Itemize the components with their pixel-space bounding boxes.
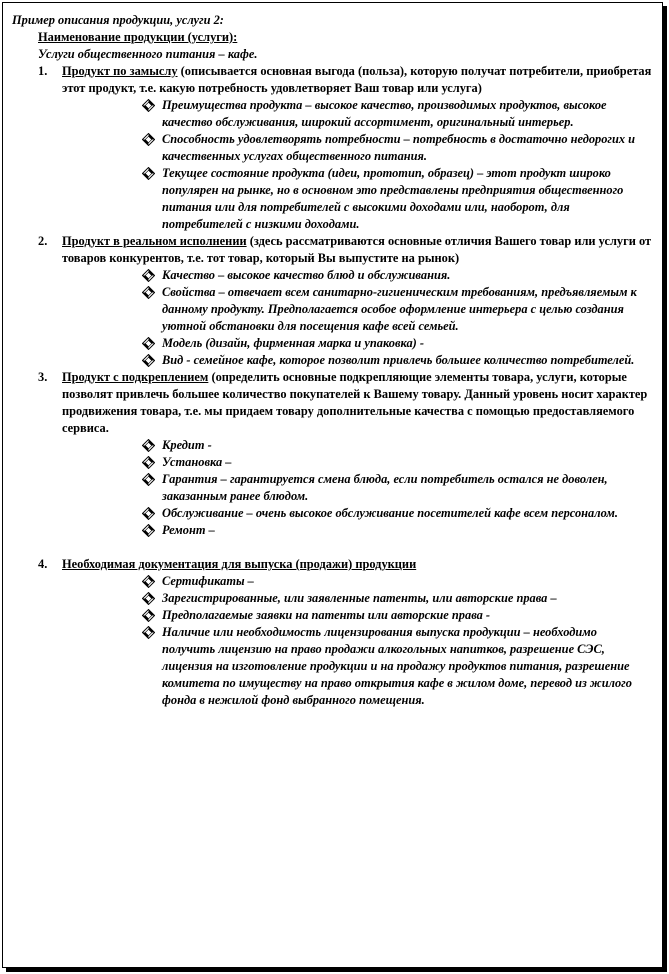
product-name-heading: Наименование продукции (услуги): [38, 30, 238, 44]
diamond-bullet-icon [142, 592, 155, 605]
bullet-list [62, 573, 652, 709]
item-description: (определить основные подкрепляющие элементы товара, услуги, которые позволят привлечь большее количество покупателей к Вашему товару. Данный уровень носит характер продвижения товара, т.е. мы придаем товару дополнительные качества с помощью предоставляемого сервиса. [62, 370, 648, 435]
bullet-text: Кредит - [162, 438, 212, 452]
bullet-list [62, 267, 652, 369]
item-description: (описывается основная выгода (польза), которую получат потребители, приобретая этот продукт, т.е. какую потребность удовлетворяет Ваш товар или услуга) [62, 64, 652, 95]
blank-line [12, 539, 652, 556]
bullet-item [62, 131, 652, 165]
diamond-bullet-icon [142, 99, 155, 112]
bullet-item [62, 590, 652, 607]
diamond-bullet-icon [142, 167, 155, 180]
diamond-bullet-icon [142, 133, 155, 146]
diamond-bullet-icon [142, 609, 155, 622]
section-list [12, 63, 652, 709]
bullet-text: Свойства – отвечает всем санитарно-гигиеническим требованиям, предъявляемым к данному продукту. Предполагается особое оформление интерьера с целью создания уютной обстановки для посещения кафе всей семьей. [162, 285, 637, 333]
bullet-text: Ремонт – [162, 523, 215, 537]
diamond-bullet-icon [142, 575, 155, 588]
bullet-item [62, 437, 652, 454]
page-title: Пример описания продукции, услуги 2: [12, 13, 224, 27]
bullet-item [62, 352, 652, 369]
bullet-item [62, 335, 652, 352]
bullet-list [62, 437, 652, 539]
bullet-item [62, 624, 652, 709]
bullet-text: Способность удовлетворять потребности – потребность в достаточно недорогих и качественных услугах общественного питания. [162, 132, 636, 163]
diamond-bullet-icon [142, 507, 155, 520]
product-name-value: Услуги общественного питания – кафе. [38, 47, 258, 61]
bullet-text: Вид - семейное кафе, которое позволит привлечь большее количество потребителей. [162, 353, 635, 367]
item-title: Продукт по замыслу [62, 64, 178, 78]
bullet-text: Наличие или необходимость лицензирования выпуска продукции – необходимо получить лицензию на право продажи алкогольных напитков, разрешение СЭС, лицензия на изготовление продукции и на продажу продуктов питания, разрешение комитета по имуществу на право открытия кафе в жилом доме, перевод из жилого фонда в нежилой фонд выбранного помещения. [162, 625, 632, 707]
list-item [12, 369, 652, 539]
diamond-bullet-icon [142, 456, 155, 469]
item-number: 4. [38, 557, 48, 571]
diamond-bullet-icon [142, 269, 155, 282]
item-number: 1. [38, 64, 48, 78]
bullet-text: Модель (дизайн, фирменная марка и упаковка) - [162, 336, 425, 350]
diamond-bullet-icon [142, 354, 155, 367]
diamond-bullet-icon [142, 524, 155, 537]
bullet-text: Сертификаты – [162, 574, 254, 588]
bullet-text: Качество – высокое качество блюд и обслуживания. [162, 268, 451, 282]
diamond-bullet-icon [142, 439, 155, 452]
bullet-item [62, 267, 652, 284]
diamond-bullet-icon [142, 473, 155, 486]
bullet-text: Зарегистрированные, или заявленные патенты, или авторские права – [162, 591, 557, 605]
list-item [12, 556, 652, 709]
item-number: 3. [38, 370, 48, 384]
bullet-item [62, 284, 652, 335]
item-number: 2. [38, 234, 48, 248]
diamond-bullet-icon [142, 626, 155, 639]
bullet-text: Гарантия – гарантируется смена блюда, если потребитель остался не доволен, заказанным ранее блюдом. [162, 472, 608, 503]
bullet-item [62, 97, 652, 131]
list-item [12, 233, 652, 369]
bullet-item [62, 522, 652, 539]
item-title: Продукт в реальном исполнении [62, 234, 247, 248]
diamond-bullet-icon [142, 286, 155, 299]
document-content [12, 12, 652, 709]
bullet-text: Установка – [162, 455, 232, 469]
bullet-list [62, 97, 652, 233]
bullet-text: Предполагаемые заявки на патенты или авторские права - [162, 608, 491, 622]
item-description: (здесь рассматриваются основные отличия Вашего товар или услуги от товаров конкурентов, т.е. тот товар, который Вы выпустите на рынок) [62, 234, 652, 265]
item-title: Необходимая документация для выпуска (продажи) продукции [62, 557, 417, 571]
bullet-item [62, 505, 652, 522]
bullet-item [62, 454, 652, 471]
bullet-item [62, 165, 652, 233]
bullet-text: Текущее состояние продукта (идеи, прототип, образец) – этот продукт широко популярен на рынке, но в основном это представлены предприятия общественного питания или для потребителей с высокими доходами или, наоборот, для потребителей с низкими доходами. [162, 166, 624, 231]
bullet-item [62, 471, 652, 505]
diamond-bullet-icon [142, 337, 155, 350]
bullet-item [62, 607, 652, 624]
bullet-text: Обслуживание – очень высокое обслуживание посетителей кафе всем персоналом. [162, 506, 618, 520]
list-item [12, 63, 652, 233]
item-title: Продукт с подкреплением [62, 370, 209, 384]
bullet-item [62, 573, 652, 590]
bullet-text: Преимущества продукта – высокое качество, производимых продуктов, высокое качество обслуживания, широкий ассортимент, оригинальный интерьер. [162, 98, 607, 129]
